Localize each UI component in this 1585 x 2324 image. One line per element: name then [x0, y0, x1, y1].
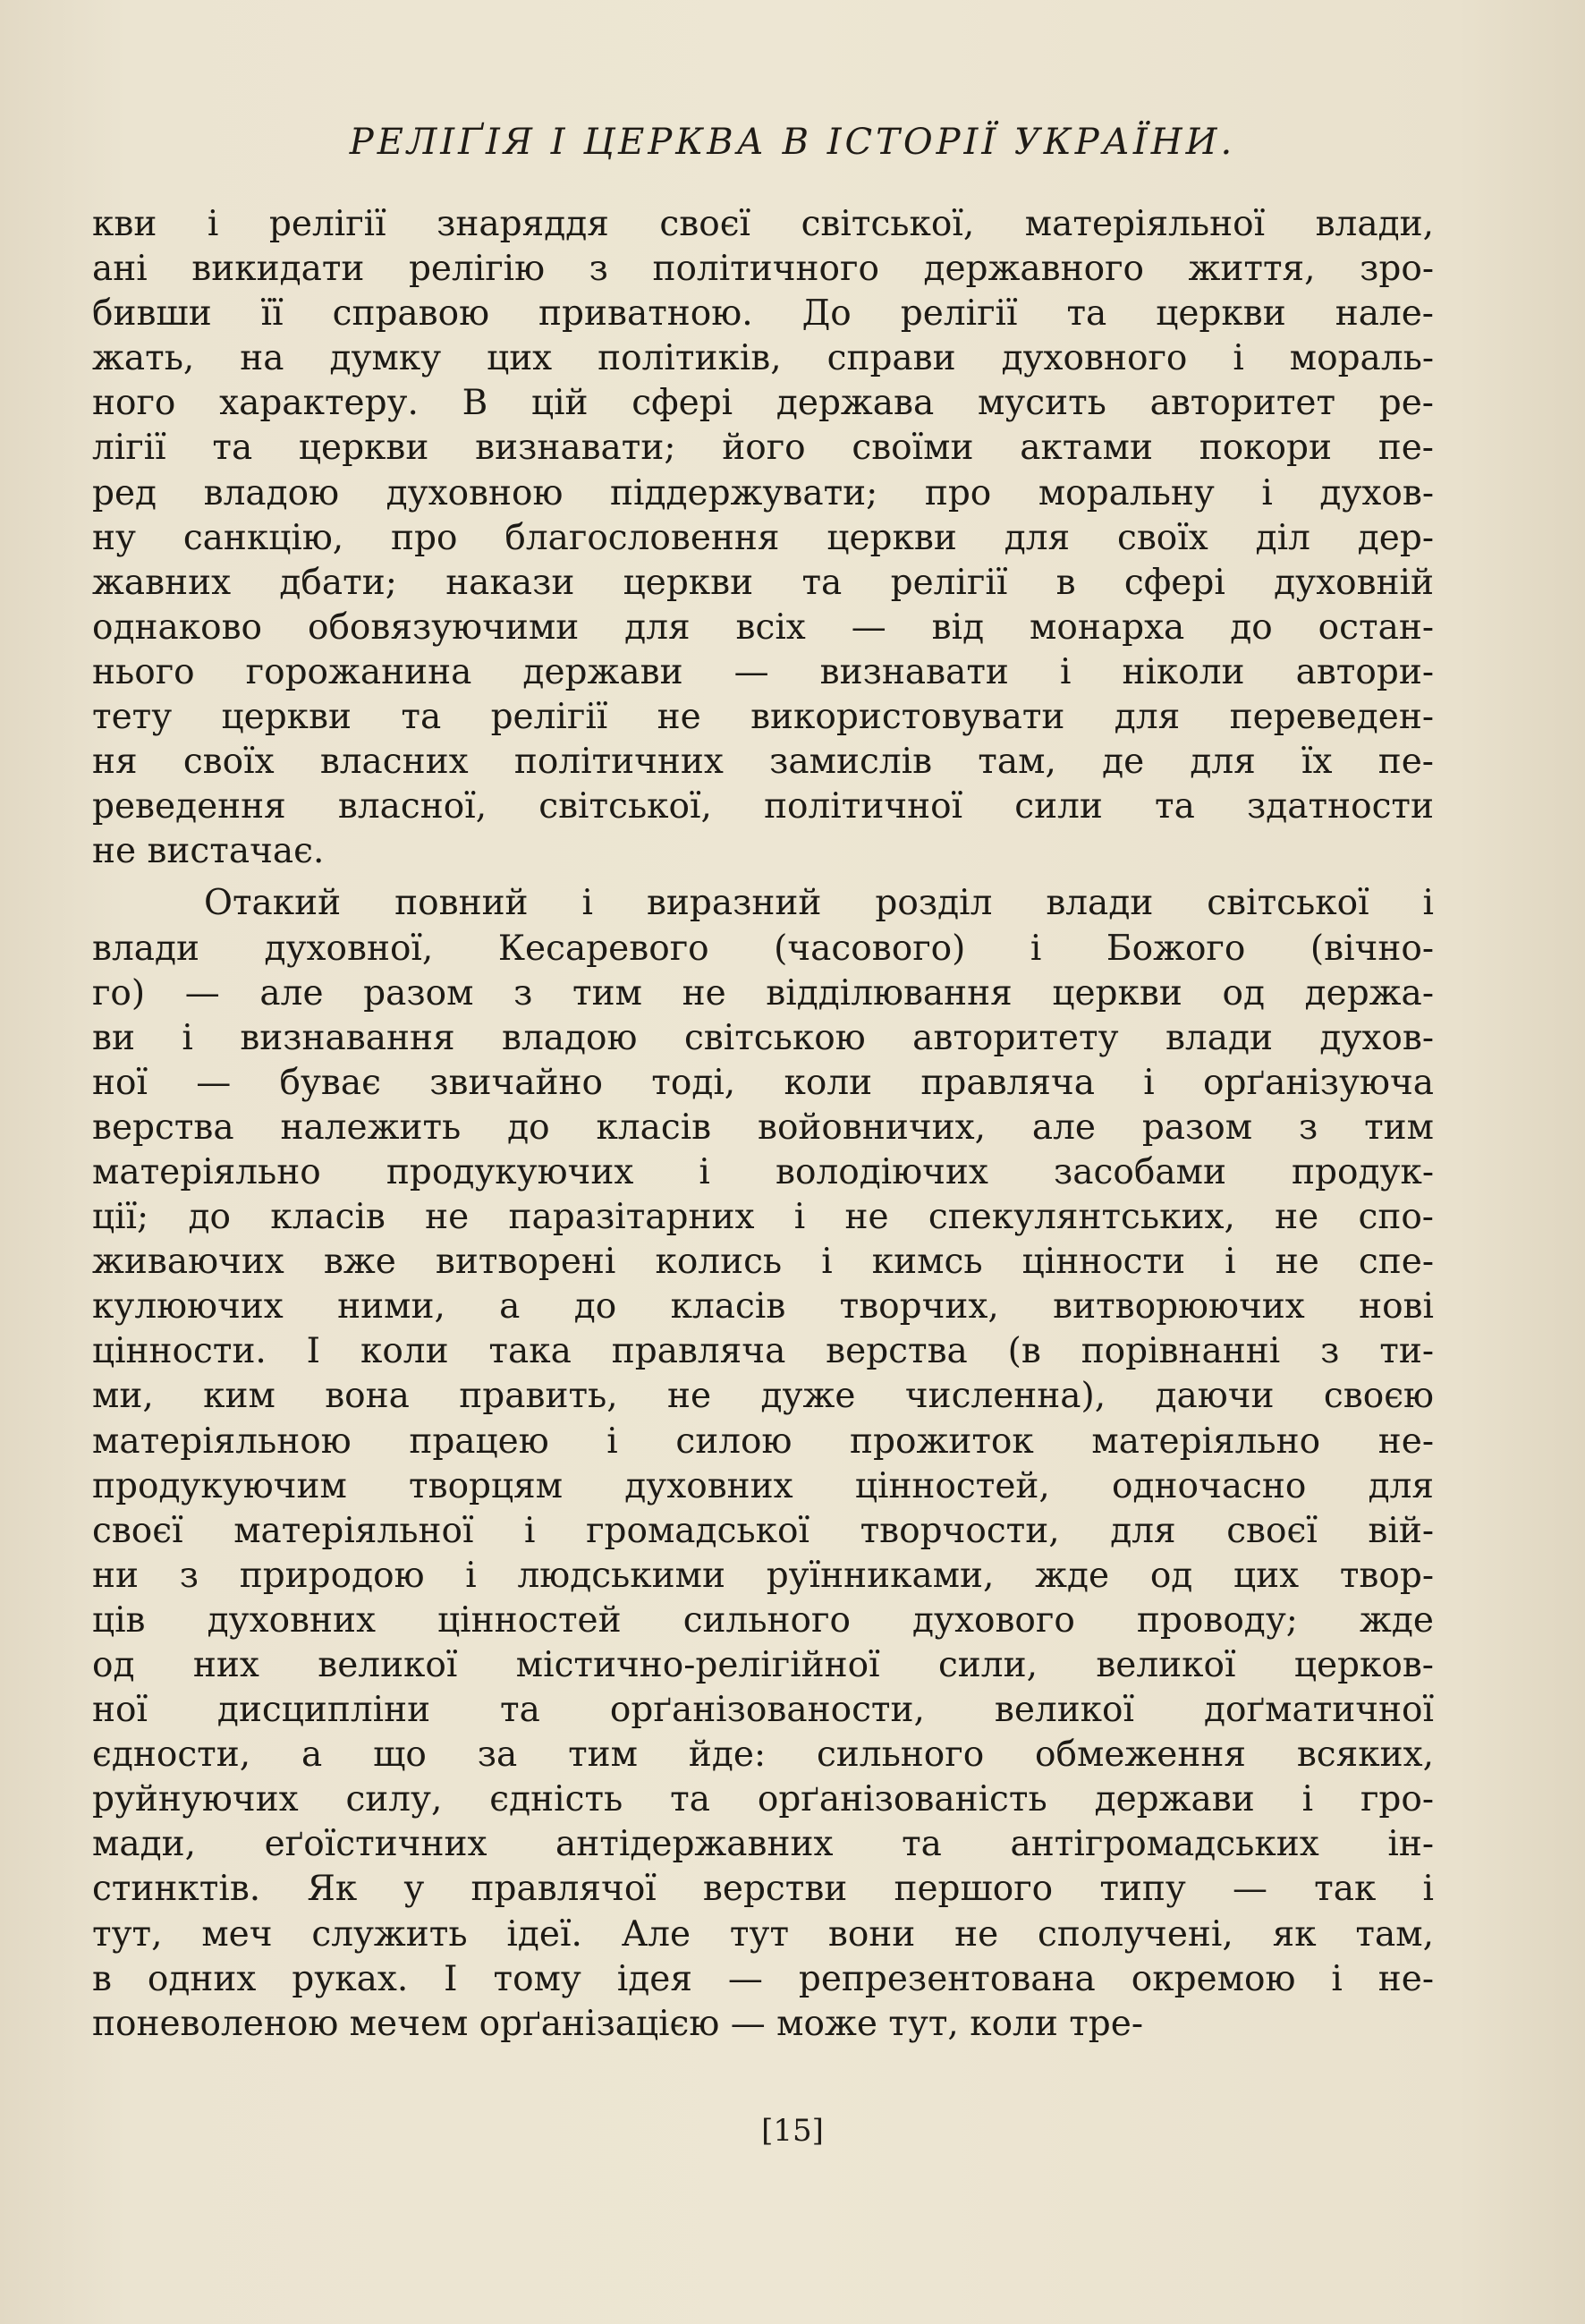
text-line: руйнуючих силу, єдність та орґанізованість держави і гро-	[92, 1779, 1434, 1820]
paragraph-1	[92, 202, 1434, 874]
text-line: своєї матеріяльної і громадської творчости, для своєї вій-	[92, 1510, 1434, 1551]
text-line: кулюючих ними, а до класів творчих, витворюючих нові	[92, 1286, 1434, 1327]
text-line: ми, ким вона править, не дуже численна), даючи своєю	[92, 1376, 1434, 1417]
text-line: тут, меч служить ідеї. Але тут вони не сполучені, як там,	[92, 1913, 1434, 1955]
running-header: РЕЛІҐІЯ І ЦЕРКВА В ІСТОРІЇ УКРАЇНИ.	[349, 122, 1236, 163]
text-line: продукуючим творцям духовних цінностей, одночасно для	[92, 1465, 1434, 1506]
text-line: ані викидати релігію з політичного державного життя, зро-	[92, 249, 1434, 290]
text-line: в одних руках. І тому ідея — репрезентована окремою і не-	[92, 1958, 1434, 1999]
text-line: мади, еґоїстичних антідержавних та антігромадських ін-	[92, 1824, 1434, 1865]
text-line: стинктів. Як у правлячої верстви першого типу — так і	[92, 1869, 1434, 1910]
text-line: влади духовної, Кесаревого (часового) і Божого (вічно-	[92, 928, 1434, 969]
text-line: ня своїх власних політичних замислів там, де для їх пе-	[92, 742, 1434, 783]
paragraph-gap	[92, 874, 1434, 881]
page-number: [15]	[761, 2113, 824, 2149]
text-line: верства належить до класів войовничих, але разом з тим	[92, 1107, 1434, 1148]
text-line: ного характеру. В цій сфері держава мусить авторитет ре-	[92, 383, 1434, 424]
text-line: цінности. І коли така правляча верства (в порівнанні з ти-	[92, 1331, 1434, 1372]
text-line: не вистачає.	[92, 831, 325, 872]
text-line: бивши її справою приватною. До релігії та церкви нале-	[92, 293, 1434, 335]
text-line: кви і релігії знаряддя своєї світської, матеріяльної влади,	[92, 204, 1434, 244]
text-line: ред владою духовною піддержувати; про моральну і духов-	[92, 472, 1434, 513]
text-line: матеріяльною працею і силою прожиток матеріяльно не-	[92, 1421, 1434, 1462]
text-line: ної дисципліни та орґанізованости, великої доґматичної	[92, 1690, 1434, 1731]
text-line: матеріяльно продукуючих і володіючих засобами продук-	[92, 1151, 1434, 1192]
text-line: живаючих вже витворені колись і кимсь цінности і не спе-	[92, 1242, 1434, 1283]
text-line: однаково обовязуючими для всіх — від монарха до остан-	[92, 606, 1434, 648]
text-line: нього горожанина держави — визнавати і ніколи автори-	[92, 651, 1434, 692]
text-line: поневоленою мечем орґанізацією — може тут, коли тре-	[92, 2003, 1144, 2044]
text-line: єдности, а що за тим йде: сильного обмеження всяких,	[92, 1735, 1434, 1776]
text-line: ців духовних цінностей сильного духового проводу; жде	[92, 1599, 1434, 1641]
paragraph-2	[92, 881, 1434, 2046]
text-line: ної — буває звичайно тоді, коли правляча і орґанізуюча	[92, 1062, 1434, 1103]
text-line: жать, на думку цих політиків, справи духовного і мораль-	[92, 338, 1434, 379]
text-line: тету церкви та релігії не використовувати для переведен-	[92, 697, 1434, 738]
text-line: ції; до класів не паразітарних і не спекулянтських, не спо-	[92, 1197, 1434, 1238]
body-text	[92, 202, 1434, 2047]
text-line: ну санкцію, про благословення церкви для своїх діл дер-	[92, 517, 1434, 558]
text-line: Отакий повний і виразний розділ влади світської і	[204, 883, 1434, 924]
text-line: реведення власної, світської, політичної сили та здатности	[92, 786, 1434, 827]
text-line: го) — але разом з тим не відділювання церкви од держа-	[92, 972, 1434, 1014]
text-line: од них великої містично-релігійної сили, великої церков-	[92, 1645, 1434, 1685]
text-line: ни з природою і людськими руїнниками, жде од цих твор-	[92, 1555, 1434, 1596]
text-line: жавних дбати; накази церкви та релігії в сфері духовній	[92, 562, 1434, 603]
text-line: ви і визнавання владою світською авторитету влади духов-	[92, 1017, 1434, 1058]
text-line: лігії та церкви визнавати; його своїми актами покори пе-	[92, 428, 1434, 469]
